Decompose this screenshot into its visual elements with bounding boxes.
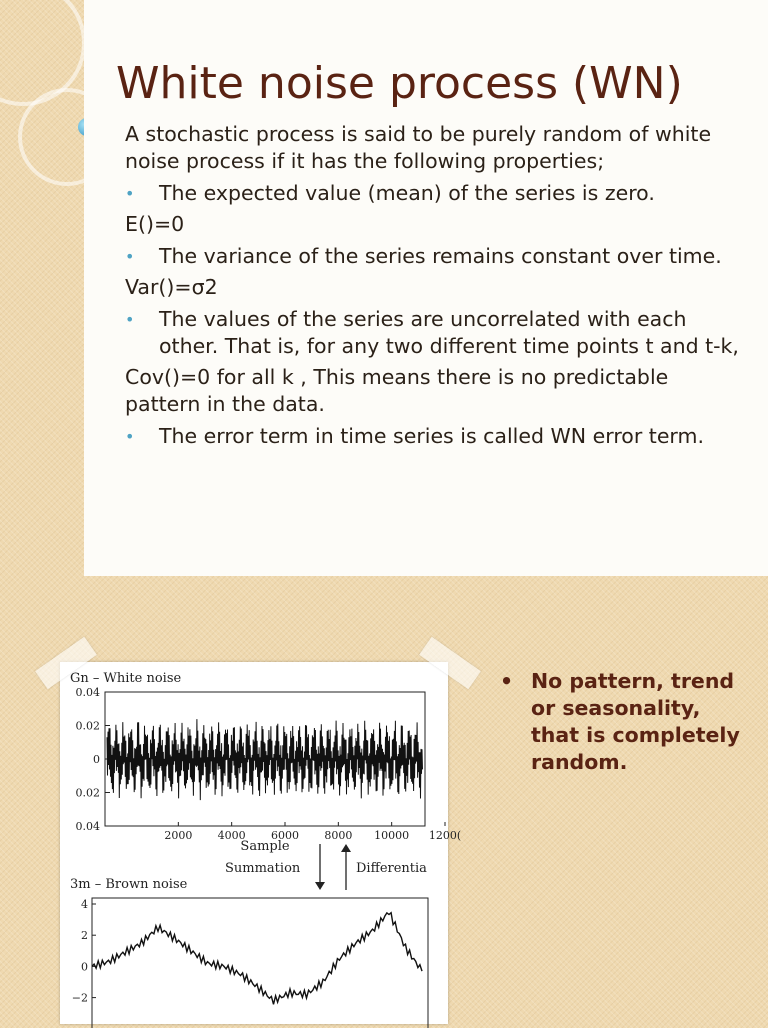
bullet-icon: • <box>125 184 135 203</box>
top-x-ticks <box>164 822 461 842</box>
x-tick-label: 4000 <box>217 829 246 842</box>
bullet-item <box>125 423 745 450</box>
x-axis-label: Sample <box>240 839 290 854</box>
brown-noise-series <box>92 913 422 1005</box>
bullet-text: The variance of the series remains constant over time. <box>159 244 722 268</box>
white-noise-series <box>107 719 423 800</box>
bottom-plot-title: 3m – Brown noise <box>70 877 188 892</box>
x-tick-label: 2000 <box>164 829 193 842</box>
note-bullet-icon: • <box>500 669 514 693</box>
y-tick-label: −2 <box>71 991 88 1005</box>
up-arrow-head <box>341 844 351 852</box>
bullet-icon: • <box>125 310 135 329</box>
slide-body <box>125 121 745 454</box>
y-tick-label: 0 <box>93 753 100 766</box>
bullet-item <box>125 180 745 207</box>
bullet-text: The values of the series are uncorrelated with each other. That is, for any two different time points t and t-k, <box>159 307 739 358</box>
note-bullet <box>500 668 750 776</box>
formula-text: E()=0 <box>125 212 185 236</box>
y-tick-label: 0.04 <box>75 820 100 833</box>
y-tick-label: 2 <box>81 929 88 943</box>
bullet-icon: • <box>125 247 135 266</box>
figure-card <box>60 662 462 1024</box>
intro-text: A stochastic process is said to be purely random of white noise process if it has the following properties; <box>125 122 712 173</box>
note-text: No pattern, trend or seasonality, that is completely random. <box>531 669 740 774</box>
y-tick-label: 0.02 <box>75 786 100 800</box>
bullet-item <box>125 306 745 360</box>
y-tick-label: 0.02 <box>75 719 100 733</box>
bullet-text: The expected value (mean) of the series is zero. <box>159 181 655 205</box>
bullet-icon: • <box>125 427 135 446</box>
slide-title: White noise process (WN) <box>116 58 683 109</box>
white-noise-line <box>107 719 423 800</box>
bullet-text: The error term in time series is called WN error term. <box>159 424 704 448</box>
top-plot-title: Gn – White noise <box>70 671 182 686</box>
x-tick-label: 6000 <box>271 829 299 842</box>
x-tick-label: 8000 <box>324 829 353 842</box>
bottom-plot-frame <box>92 898 428 1028</box>
y-tick-label: 0 <box>81 960 88 974</box>
x-tick-label: 1200( <box>428 829 462 842</box>
summation-label: Summation <box>225 861 301 876</box>
formula-text: Cov()=0 for all k , This means there is no predictable pattern in the data. <box>125 365 669 416</box>
bullet-item <box>125 243 745 270</box>
y-tick-label: 0.04 <box>75 686 100 699</box>
x-tick-label: 10000 <box>374 829 410 842</box>
down-arrow-head <box>315 882 325 890</box>
formula-text: Var()=σ2 <box>125 275 218 299</box>
content-list <box>125 180 745 450</box>
noise-figure <box>60 662 462 1024</box>
y-tick-label: 4 <box>81 898 88 911</box>
differentiation-label: Differentia <box>356 861 427 876</box>
